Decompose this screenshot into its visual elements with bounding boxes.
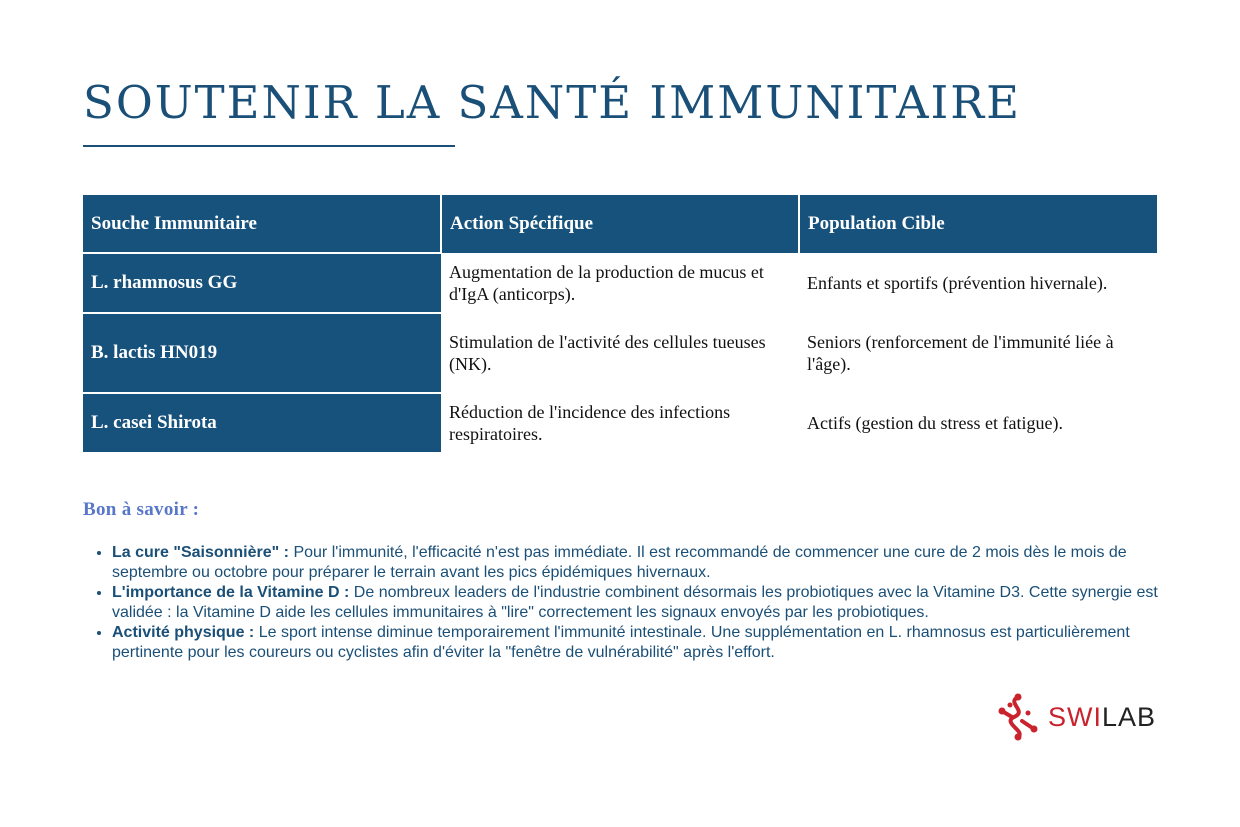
population-cell: Enfants et sportifs (prévention hivernale). bbox=[807, 273, 1108, 293]
list-item bbox=[112, 623, 1182, 663]
header-population: Population Cible bbox=[799, 195, 1157, 253]
logo-wordmark bbox=[1048, 702, 1156, 733]
molecule-icon bbox=[998, 691, 1040, 743]
tips-list bbox=[94, 543, 1182, 663]
tip-text: Le sport intense diminue temporairement l'immunité intestinale. Une supplémentation en L. rhamnosus est particulièrement pertinente pour les coureurs ou cyclistes afin d'éviter la "fenêtre de vulnérabilité" après l'effort. bbox=[112, 624, 1130, 661]
header-action: Action Spécifique bbox=[441, 195, 799, 253]
population-cell: Seniors (renforcement de l'immunité liée à l'âge). bbox=[807, 332, 1114, 374]
title-underline bbox=[83, 145, 455, 147]
list-item bbox=[112, 543, 1182, 583]
tip-label: L'importance de la Vitamine D : bbox=[112, 584, 350, 601]
swilab-logo bbox=[998, 691, 1156, 743]
strains-table bbox=[83, 195, 1157, 452]
table-row bbox=[83, 393, 1157, 452]
strain-cell: L. rhamnosus GG bbox=[83, 253, 441, 313]
tip-label: Activité physique : bbox=[112, 624, 255, 641]
strain-cell: B. lactis HN019 bbox=[83, 313, 441, 393]
table-row bbox=[83, 313, 1157, 393]
strain-cell: L. casei Shirota bbox=[83, 393, 441, 452]
tip-text: De nombreux leaders de l'industrie combinent désormais les probiotiques avec la Vitamine D3. Cette synergie est validée : la Vitamine D aide les cellules immunitaires à "lire" correctement les signaux envoyés par les probiotiques. bbox=[112, 584, 1158, 621]
table-row bbox=[83, 253, 1157, 313]
header-strain: Souche Immunitaire bbox=[83, 195, 441, 253]
good-to-know-heading: Bon à savoir : bbox=[83, 499, 200, 520]
page-title: SOUTENIR LA SANTÉ IMMUNITAIRE bbox=[83, 76, 1021, 129]
list-item bbox=[112, 583, 1182, 623]
logo-text-swi: SWI bbox=[1048, 701, 1102, 732]
table-header-row bbox=[83, 195, 1157, 253]
action-cell: Augmentation de la production de mucus et d'IgA (anticorps). bbox=[449, 262, 764, 304]
logo-text-lab: LAB bbox=[1102, 701, 1157, 732]
population-cell: Actifs (gestion du stress et fatigue). bbox=[807, 412, 1063, 433]
tip-text: Pour l'immunité, l'efficacité n'est pas immédiate. Il est recommandé de commencer une cure de 2 mois dès le mois de septembre ou octobre pour préparer le terrain avant les pics épidémiques hivernaux. bbox=[112, 544, 1127, 581]
action-cell: Stimulation de l'activité des cellules tueuses (NK). bbox=[449, 332, 766, 374]
action-cell: Réduction de l'incidence des infections respiratoires. bbox=[449, 401, 731, 444]
tip-label: La cure "Saisonnière" : bbox=[112, 544, 290, 561]
